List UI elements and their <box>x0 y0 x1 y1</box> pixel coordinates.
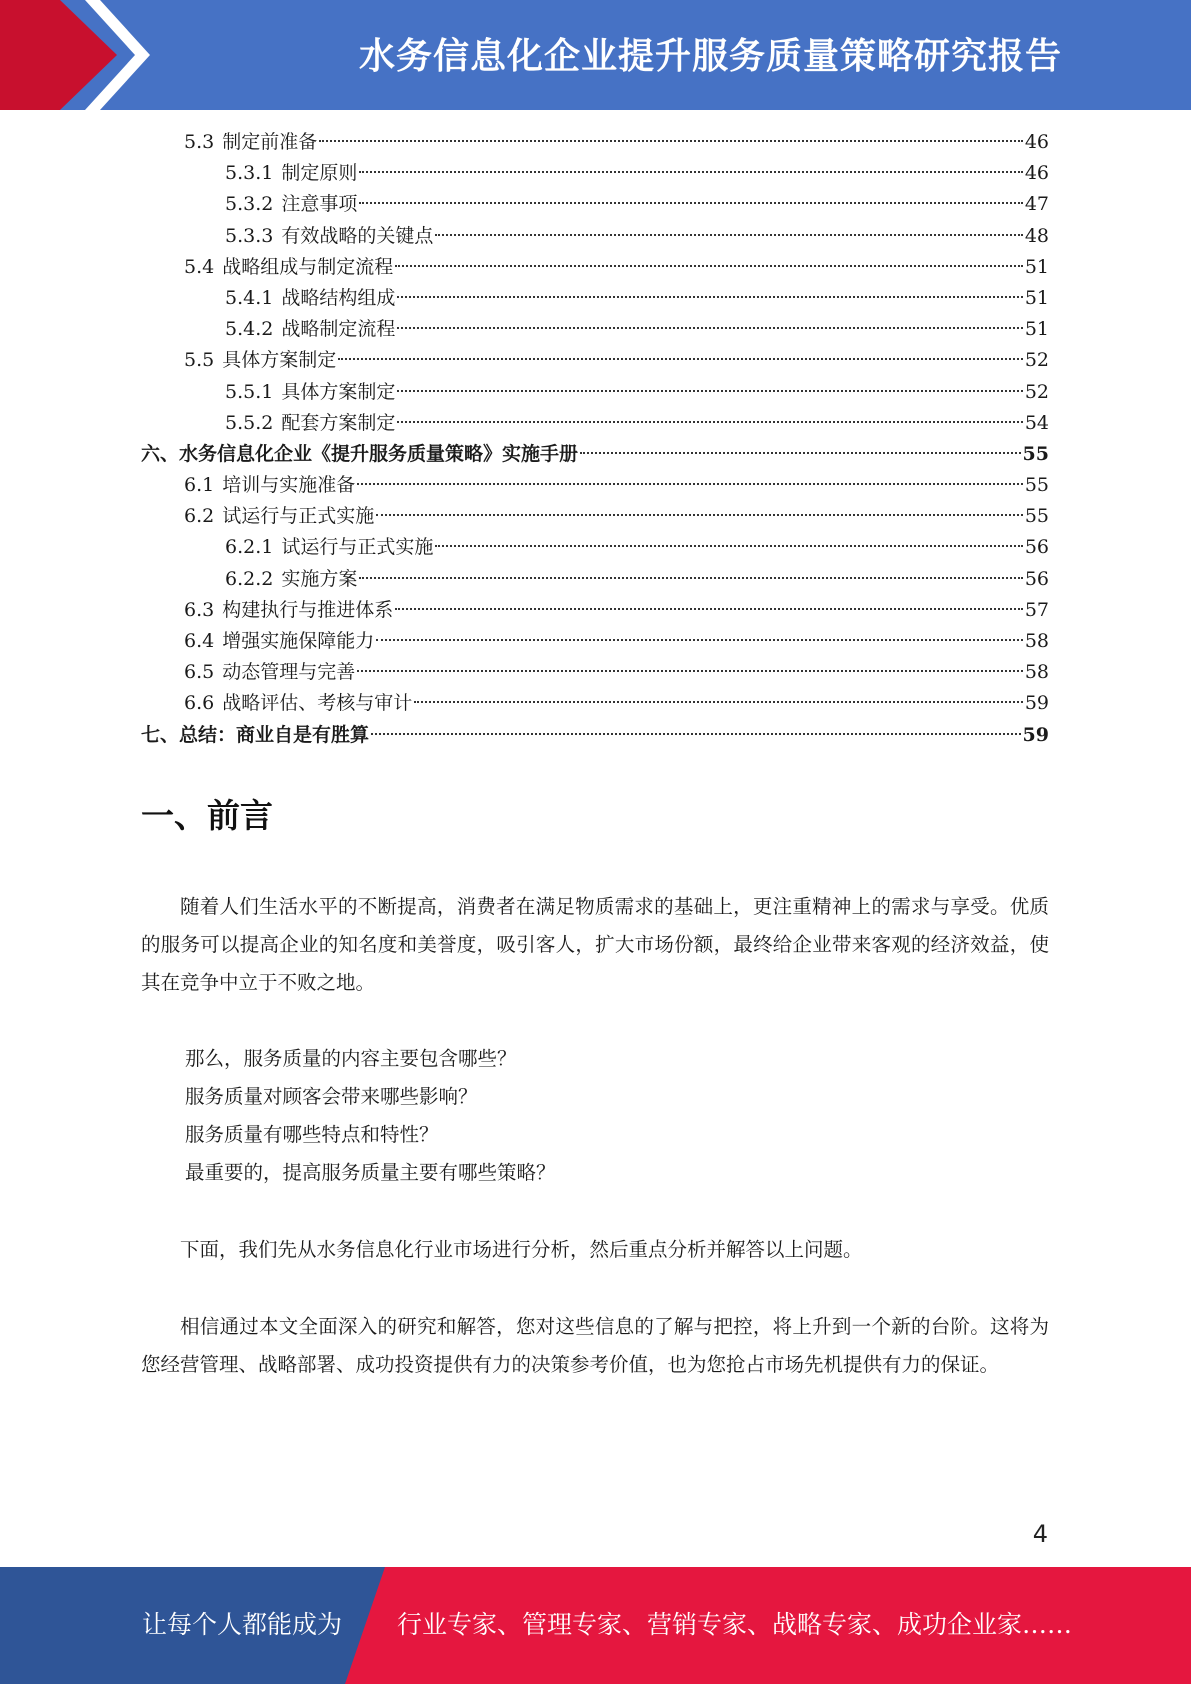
toc-entry[interactable] <box>141 221 1049 252</box>
toc-entry-label: 构建执行与推进体系 <box>222 598 394 621</box>
toc-dot-leader <box>395 265 1023 267</box>
toc-entry-page: 51 <box>1024 286 1049 309</box>
toc-dot-leader <box>357 483 1023 485</box>
toc-entry-number: 6.1 <box>184 474 215 497</box>
toc-dot-leader <box>435 545 1022 547</box>
toc-entry-page: 58 <box>1024 661 1049 684</box>
toc-entry-number: 6.6 <box>184 692 215 715</box>
toc-entry[interactable] <box>141 720 1049 751</box>
page-number: 4 <box>1032 1520 1048 1548</box>
toc-entry-number: 6.2 <box>184 505 215 528</box>
toc-entry[interactable] <box>141 158 1049 189</box>
toc-entry[interactable] <box>141 439 1049 470</box>
toc-entry-label: 战略制定流程 <box>281 318 396 341</box>
toc-dot-leader <box>397 296 1022 298</box>
toc-entry[interactable] <box>141 408 1049 439</box>
toc-dot-leader <box>395 608 1023 610</box>
toc-entry[interactable] <box>141 595 1049 626</box>
toc-entry-page: 52 <box>1024 380 1049 403</box>
toc-entry-label: 具体方案制定 <box>281 380 396 403</box>
toc-entry-page: 57 <box>1024 598 1049 621</box>
toc-entry-page: 54 <box>1024 411 1049 434</box>
toc-entry-number: 5.3.2 <box>225 193 274 216</box>
toc-entry-page: 46 <box>1024 162 1049 185</box>
toc-entry-number: 5.3.1 <box>225 162 274 185</box>
toc-entry[interactable] <box>141 688 1049 719</box>
footer-banner <box>0 1567 1191 1684</box>
toc-entry-label: 增强实施保障能力 <box>222 630 375 652</box>
toc-entry-page: 48 <box>1024 224 1049 247</box>
toc-entry-label: 试运行与正式实施 <box>222 505 375 528</box>
toc-entry[interactable] <box>141 283 1049 314</box>
toc-entry-label: 六、水务信息化企业《提升服务质量策略》实施手册 <box>141 442 579 465</box>
toc-dot-leader <box>319 140 1023 142</box>
toc-entry-page: 51 <box>1024 318 1049 341</box>
question-line: 最重要的，提高服务质量主要有哪些策略？ <box>185 1161 556 1184</box>
analysis-paragraph: 下面，我们先从水务信息化行业市场进行分析，然后重点分析并解答以上问题。 <box>180 1238 863 1261</box>
toc-entry-page: 58 <box>1024 630 1049 652</box>
toc-entry-number: 6.2.2 <box>225 567 274 590</box>
toc-entry-label: 试运行与正式实施 <box>281 536 434 559</box>
toc-entry[interactable] <box>141 252 1049 283</box>
toc-entry[interactable] <box>141 501 1049 532</box>
toc-entry-label: 具体方案制定 <box>222 349 337 372</box>
toc-entry-page: 47 <box>1024 193 1049 216</box>
section-heading: 一、前言 <box>141 796 273 835</box>
toc-dot-leader <box>580 452 1021 454</box>
toc-dot-leader <box>357 670 1023 672</box>
toc-entry-page: 56 <box>1024 567 1049 590</box>
toc-entry[interactable] <box>141 626 1049 657</box>
toc-entry-page: 55 <box>1024 474 1049 497</box>
toc-entry-page: 52 <box>1024 349 1049 372</box>
toc-entry[interactable] <box>141 127 1049 158</box>
closing-paragraph: 相信通过本文全面深入的研究和解答，您对这些信息的了解与把控，将上升到一个新的台阶。这将为您经营管理、战略部署、成功投资提供有力的决策参考价值，也为您抢占市场先机提供有力的保证。 <box>141 1315 1049 1376</box>
question-line: 那么，服务质量的内容主要包含哪些？ <box>185 1047 517 1070</box>
toc-entry-label: 培训与实施准备 <box>222 474 356 497</box>
intro-paragraph: 随着人们生活水平的不断提高，消费者在满足物质需求的基础上，更注重精神上的需求与享受。优质的服务可以提高企业的知名度和美誉度，吸引客人，扩大市场份额，最终给企业带来客观的经济效益，使其在竞争中立于不败之地。 <box>141 895 1049 994</box>
toc-dot-leader <box>376 514 1023 516</box>
toc-entry-page: 59 <box>1024 692 1049 715</box>
toc-entry-number: 5.3 <box>184 131 215 153</box>
toc-entry-label: 战略评估、考核与审计 <box>222 692 413 715</box>
toc-dot-leader <box>376 639 1023 641</box>
toc-entry-label: 配套方案制定 <box>281 411 396 434</box>
toc-dot-leader <box>435 234 1022 236</box>
toc-entry-number: 5.5.2 <box>225 411 274 434</box>
toc-entry-page: 56 <box>1024 536 1049 559</box>
toc-entry-label: 注意事项 <box>281 193 358 216</box>
table-of-contents <box>141 127 1049 751</box>
toc-entry-number: 5.4.2 <box>225 318 274 341</box>
toc-entry-page: 46 <box>1024 131 1049 153</box>
toc-dot-leader <box>338 358 1023 360</box>
toc-entry-label: 实施方案 <box>281 567 358 590</box>
toc-entry-page: 55 <box>1024 505 1049 528</box>
toc-entry-label: 制定原则 <box>281 162 358 185</box>
header-banner <box>0 0 1191 110</box>
toc-entry[interactable] <box>141 564 1049 595</box>
footer-slogan-right: 行业专家、管理专家、营销专家、战略专家、成功企业家…… <box>397 1610 1073 1639</box>
toc-entry-number: 5.3.3 <box>225 224 274 247</box>
toc-entry-number: 5.5 <box>184 349 215 372</box>
toc-entry-label: 战略结构组成 <box>281 286 396 309</box>
toc-entry[interactable] <box>141 345 1049 376</box>
toc-dot-leader <box>359 171 1022 173</box>
report-title: 水务信息化企业提升服务质量策略研究报告 <box>358 36 1062 77</box>
toc-entry-page: 51 <box>1024 255 1049 278</box>
toc-dot-leader <box>397 421 1022 423</box>
toc-entry[interactable] <box>141 189 1049 220</box>
toc-entry-label: 七、总结：商业自是有胜算 <box>141 723 370 746</box>
toc-entry-number: 5.5.1 <box>225 380 274 403</box>
toc-entry-page: 59 <box>1022 723 1049 746</box>
toc-dot-leader <box>397 390 1022 392</box>
toc-dot-leader <box>371 733 1021 735</box>
toc-entry-number: 6.4 <box>184 630 215 652</box>
toc-entry-number: 6.2.1 <box>225 536 274 559</box>
toc-dot-leader <box>414 701 1023 703</box>
toc-entry-number: 5.4 <box>184 255 215 278</box>
toc-entry[interactable] <box>141 377 1049 408</box>
toc-entry-number: 6.5 <box>184 661 215 684</box>
question-line: 服务质量有哪些特点和特性？ <box>185 1123 439 1146</box>
toc-entry[interactable] <box>141 657 1049 688</box>
toc-dot-leader <box>359 577 1022 579</box>
toc-entry-label: 有效战略的关键点 <box>281 224 434 247</box>
toc-entry-number: 5.4.1 <box>225 286 274 309</box>
toc-dot-leader <box>359 202 1022 204</box>
toc-entry[interactable] <box>141 532 1049 563</box>
toc-entry[interactable] <box>141 314 1049 345</box>
toc-entry-label: 制定前准备 <box>222 131 318 153</box>
toc-entry-label: 动态管理与完善 <box>222 661 356 684</box>
footer-slogan-left: 让每个人都能成为 <box>142 1610 343 1639</box>
toc-entry-label: 战略组成与制定流程 <box>222 255 394 278</box>
toc-entry-page: 55 <box>1022 442 1049 465</box>
toc-entry[interactable] <box>141 470 1049 501</box>
toc-entry-number: 6.3 <box>184 598 215 621</box>
question-line: 服务质量对顾客会带来哪些影响？ <box>185 1085 478 1108</box>
toc-dot-leader <box>397 327 1022 329</box>
